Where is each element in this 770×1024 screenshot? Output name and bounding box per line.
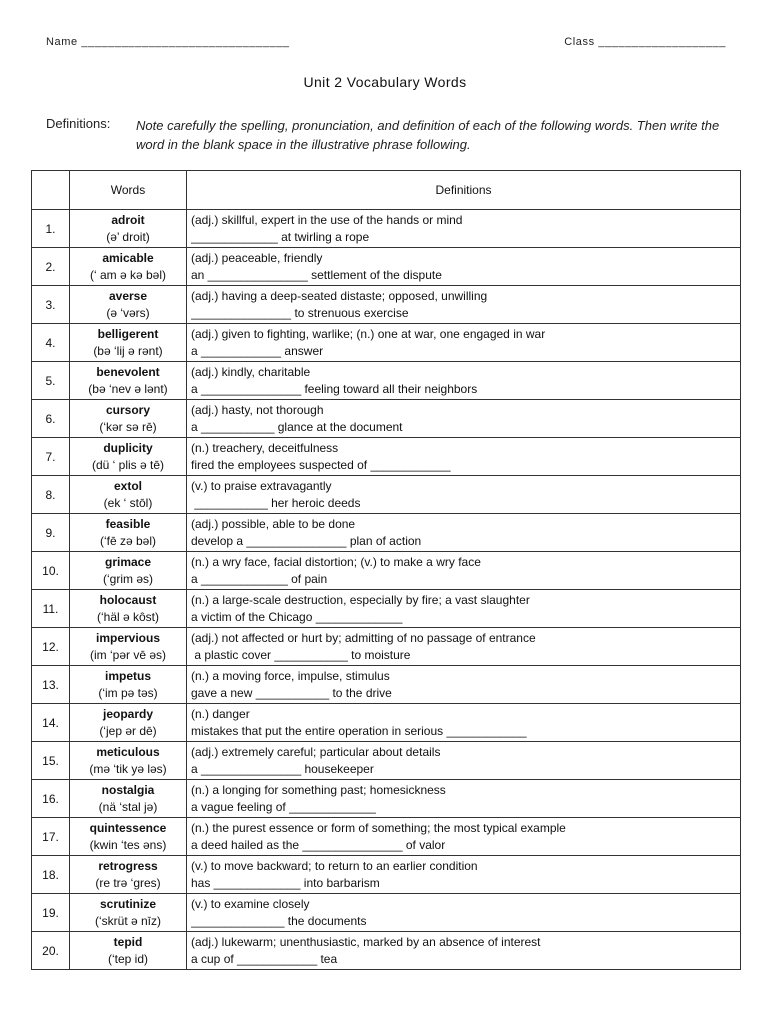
- row-number: 8.: [32, 476, 70, 514]
- vocab-word: jeopardy: [102, 706, 153, 721]
- vocab-word: tepid: [113, 934, 143, 949]
- pronunciation: (‘grim əs): [103, 571, 153, 586]
- example-phrase: a _______________ feeling toward all their neighbors: [191, 381, 478, 396]
- definition-cell: [187, 932, 741, 970]
- word-cell: [70, 704, 187, 742]
- table-row: [32, 590, 741, 628]
- word-cell: [70, 552, 187, 590]
- vocab-word: meticulous: [96, 744, 160, 759]
- row-number: 1.: [32, 210, 70, 248]
- definition-cell: [187, 324, 741, 362]
- table-row: [32, 894, 741, 932]
- example-phrase: a ___________ glance at the document: [191, 419, 403, 434]
- pronunciation: (‘fē zə bəl): [99, 533, 157, 548]
- page-title: Unit 2 Vocabulary Words: [303, 74, 467, 90]
- pronunciation: (kwin ‘tes əns): [89, 837, 167, 852]
- table-row: [32, 362, 741, 400]
- table-row: [32, 324, 741, 362]
- vocab-word: extol: [113, 478, 142, 493]
- vocabulary-table: [31, 170, 741, 970]
- pronunciation: (mə ‘tik yə ləs): [89, 761, 167, 776]
- pronunciation: (‘kər sə rē): [99, 419, 157, 434]
- example-phrase: a deed hailed as the _______________ of valor: [191, 837, 446, 852]
- vocab-word: impervious: [95, 630, 161, 645]
- pronunciation: (im ‘pər vē əs): [89, 647, 166, 662]
- definition-cell: [187, 286, 741, 324]
- word-cell: [70, 514, 187, 552]
- table-row: [32, 780, 741, 818]
- word-cell: [70, 324, 187, 362]
- table-row: [32, 286, 741, 324]
- example-phrase: ___________ her heroic deeds: [191, 495, 361, 510]
- table-row: [32, 400, 741, 438]
- definition-cell: [187, 552, 741, 590]
- row-number: 13.: [32, 666, 70, 704]
- header-number: [32, 171, 70, 210]
- vocab-word: holocaust: [99, 592, 157, 607]
- row-number: 15.: [32, 742, 70, 780]
- vocab-word: amicable: [102, 250, 154, 265]
- definition-text: (adj.) lukewarm; unenthusiastic, marked by an absence of interest: [191, 934, 541, 949]
- pronunciation: (nä ‘stal jə): [98, 799, 158, 814]
- definition-text: (adj.) skillful, expert in the use of the hands or mind: [191, 212, 463, 227]
- pronunciation: (bə ‘lij ə rənt): [93, 343, 163, 358]
- definition-cell: [187, 514, 741, 552]
- row-number: 14.: [32, 704, 70, 742]
- vocab-word: duplicity: [103, 440, 153, 455]
- definition-cell: [187, 704, 741, 742]
- pronunciation: (ə’ droit): [106, 229, 150, 244]
- definition-text: (n.) danger: [191, 706, 250, 721]
- name-field: Name _______________________________: [46, 36, 290, 48]
- example-phrase: a victim of the Chicago _____________: [191, 609, 403, 624]
- example-phrase: a ____________ answer: [191, 343, 324, 358]
- header-row: [46, 36, 726, 48]
- table-row: [32, 856, 741, 894]
- vocab-word: belligerent: [97, 326, 159, 341]
- definition-text: (adj.) possible, able to be done: [191, 516, 356, 531]
- word-cell: [70, 856, 187, 894]
- pronunciation: (re trə ‘gres): [95, 875, 161, 890]
- definition-text: (v.) to examine closely: [191, 896, 310, 911]
- pronunciation: (‘im pə təs): [98, 685, 158, 700]
- definition-cell: [187, 894, 741, 932]
- example-phrase: a vague feeling of _____________: [191, 799, 376, 814]
- definition-text: (adj.) not affected or hurt by; admitting of no passage of entrance: [191, 630, 536, 645]
- definitions-label: Definitions:: [46, 116, 111, 131]
- row-number: 18.: [32, 856, 70, 894]
- pronunciation: (bə ‘nev ə lənt): [88, 381, 168, 396]
- table-header-row: [32, 171, 741, 210]
- table-row: [32, 704, 741, 742]
- example-phrase: a cup of ____________ tea: [191, 951, 338, 966]
- row-number: 9.: [32, 514, 70, 552]
- vocab-word: retrogress: [98, 858, 158, 873]
- row-number: 7.: [32, 438, 70, 476]
- definition-cell: [187, 476, 741, 514]
- table-row: [32, 742, 741, 780]
- table-row: [32, 628, 741, 666]
- example-phrase: a _______________ housekeeper: [191, 761, 374, 776]
- definition-text: (v.) to move backward; to return to an earlier condition: [191, 858, 478, 873]
- definition-cell: [187, 666, 741, 704]
- word-cell: [70, 818, 187, 856]
- row-number: 19.: [32, 894, 70, 932]
- vocab-word: cursory: [105, 402, 151, 417]
- vocab-word: nostalgia: [101, 782, 155, 797]
- word-cell: [70, 210, 187, 248]
- header-words: Words: [70, 171, 187, 210]
- table-row: [32, 932, 741, 970]
- instructions-text: Note carefully the spelling, pronunciation, and definition of each of the following words. Then write the word in the blank space in the illustrative phrase following.: [136, 118, 720, 152]
- example-phrase: a plastic cover ___________ to moisture: [191, 647, 411, 662]
- header-definitions: Definitions: [187, 171, 741, 210]
- vocab-word: quintessence: [89, 820, 167, 835]
- definition-cell: [187, 248, 741, 286]
- definition-text: (n.) a moving force, impulse, stimulus: [191, 668, 390, 683]
- example-phrase: ______________ the documents: [191, 913, 367, 928]
- row-number: 20.: [32, 932, 70, 970]
- definition-text: (adj.) peaceable, friendly: [191, 250, 323, 265]
- vocab-word: impetus: [104, 668, 151, 683]
- table-row: [32, 552, 741, 590]
- word-cell: [70, 666, 187, 704]
- word-cell: [70, 932, 187, 970]
- vocab-word: averse: [108, 288, 148, 303]
- definition-text: (n.) a wry face, facial distortion; (v.) to make a wry face: [191, 554, 481, 569]
- definition-text: (adj.) hasty, not thorough: [191, 402, 324, 417]
- vocab-word: adroit: [111, 212, 145, 227]
- pronunciation: (dü ‘ plis ə tē): [91, 457, 165, 472]
- definition-text: (n.) a large-scale destruction, especially by fire; a vast slaughter: [191, 592, 530, 607]
- definition-cell: [187, 210, 741, 248]
- definition-cell: [187, 856, 741, 894]
- pronunciation: (‘tep id): [107, 951, 148, 966]
- example-phrase: gave a new ___________ to the drive: [191, 685, 392, 700]
- vocab-word: benevolent: [96, 364, 160, 379]
- pronunciation: (‘ am ə kə bəl): [89, 267, 167, 282]
- word-cell: [70, 248, 187, 286]
- table-body: [32, 210, 741, 970]
- row-number: 4.: [32, 324, 70, 362]
- definition-text: (adj.) extremely careful; particular about details: [191, 744, 441, 759]
- table-row: [32, 476, 741, 514]
- pronunciation: (ek ‘ stōl): [103, 495, 153, 510]
- definition-text: (adj.) having a deep-seated distaste; opposed, unwilling: [191, 288, 488, 303]
- definition-cell: [187, 362, 741, 400]
- word-cell: [70, 438, 187, 476]
- table-row: [32, 666, 741, 704]
- word-cell: [70, 286, 187, 324]
- word-cell: [70, 590, 187, 628]
- definition-text: (adj.) given to fighting, warlike; (n.) one at war, one engaged in war: [191, 326, 546, 341]
- example-phrase: _____________ at twirling a rope: [191, 229, 370, 244]
- definition-text: (n.) treachery, deceitfulness: [191, 440, 339, 455]
- definition-text: (v.) to praise extravagantly: [191, 478, 332, 493]
- row-number: 3.: [32, 286, 70, 324]
- vocab-word: grimace: [104, 554, 152, 569]
- definition-cell: [187, 818, 741, 856]
- table-row: [32, 210, 741, 248]
- definition-cell: [187, 628, 741, 666]
- word-cell: [70, 362, 187, 400]
- class-field: Class ___________________: [564, 36, 726, 48]
- example-phrase: develop a _______________ plan of action: [191, 533, 422, 548]
- table-row: [32, 438, 741, 476]
- pronunciation: (ə ‘vərs): [106, 305, 150, 320]
- vocab-word: feasible: [105, 516, 151, 531]
- table-row: [32, 818, 741, 856]
- row-number: 16.: [32, 780, 70, 818]
- definition-text: (n.) the purest essence or form of something; the most typical example: [191, 820, 566, 835]
- row-number: 12.: [32, 628, 70, 666]
- definition-cell: [187, 780, 741, 818]
- word-cell: [70, 894, 187, 932]
- table-row: [32, 514, 741, 552]
- definition-cell: [187, 590, 741, 628]
- word-cell: [70, 742, 187, 780]
- definition-text: (n.) a longing for something past; homesickness: [191, 782, 446, 797]
- row-number: 17.: [32, 818, 70, 856]
- word-cell: [70, 476, 187, 514]
- example-phrase: an _______________ settlement of the dispute: [191, 267, 442, 282]
- row-number: 2.: [32, 248, 70, 286]
- word-cell: [70, 780, 187, 818]
- example-phrase: mistakes that put the entire operation in serious ____________: [191, 723, 527, 738]
- table-row: [32, 248, 741, 286]
- example-phrase: fired the employees suspected of ____________: [191, 457, 451, 472]
- word-cell: [70, 400, 187, 438]
- example-phrase: a _____________ of pain: [191, 571, 328, 586]
- pronunciation: (‘skrüt ə nīz): [94, 913, 161, 928]
- row-number: 6.: [32, 400, 70, 438]
- vocab-word: scrutinize: [99, 896, 156, 911]
- definition-cell: [187, 438, 741, 476]
- row-number: 5.: [32, 362, 70, 400]
- row-number: 11.: [32, 590, 70, 628]
- row-number: 10.: [32, 552, 70, 590]
- word-cell: [70, 628, 187, 666]
- pronunciation: (‘häl ə kôst): [96, 609, 160, 624]
- definition-cell: [187, 400, 741, 438]
- definition-text: (adj.) kindly, charitable: [191, 364, 311, 379]
- definition-cell: [187, 742, 741, 780]
- example-phrase: _______________ to strenuous exercise: [191, 305, 409, 320]
- pronunciation: (‘jep ər dē): [99, 723, 157, 738]
- example-phrase: has _____________ into barbarism: [191, 875, 380, 890]
